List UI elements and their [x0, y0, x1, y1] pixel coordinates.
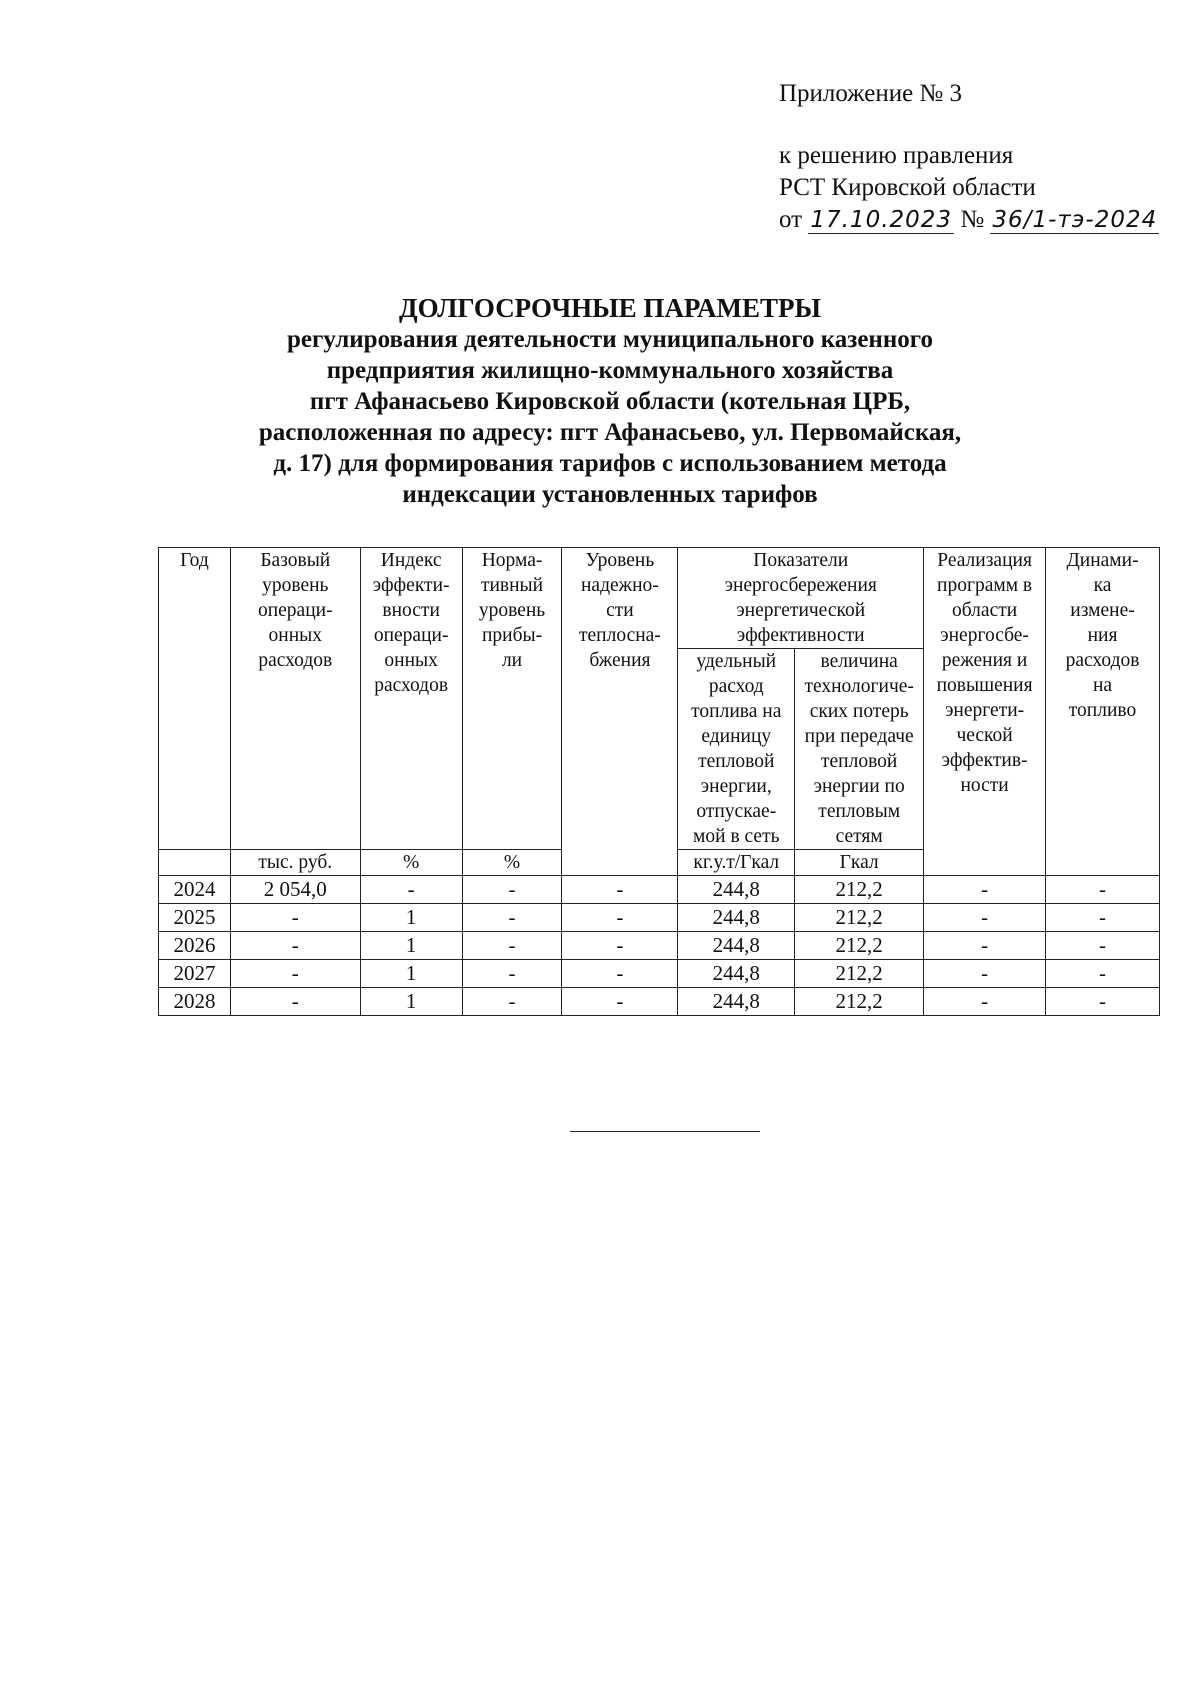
cell-dynamics: -	[1046, 876, 1160, 904]
cell-programs: -	[924, 904, 1046, 932]
table-row	[159, 960, 1160, 988]
title-line-2: предприятия жилищно-коммунального хозяйства	[326, 357, 894, 384]
cell-losses: 212,2	[795, 988, 924, 1016]
header-energy-group: Показатели энергосбережения энергетической эффективности	[678, 548, 924, 649]
table-row	[159, 876, 1160, 904]
header-losses: величина технологиче- ских потерь при передаче тепловой энергии по тепловым сетям	[795, 649, 924, 850]
cell-base: 2 054,0	[230, 876, 360, 904]
title-line-1: регулирования деятельности муниципального казенного	[287, 326, 933, 353]
parameters-table	[158, 547, 1160, 1016]
cell-base: -	[230, 988, 360, 1016]
header-fuel-rate: удельный расход топлива на единицу тепловой энергии, отпускае- мой в сеть	[678, 649, 795, 850]
cell-dynamics: -	[1046, 960, 1160, 988]
header-fuel-dynamics: Динами- ка измене- ния расходов на топливо	[1046, 548, 1160, 876]
cell-index: 1	[360, 988, 462, 1016]
cell-programs: -	[924, 932, 1046, 960]
closing-separator-line	[570, 1131, 760, 1132]
cell-year: 2028	[159, 988, 231, 1016]
cell-index: 1	[360, 960, 462, 988]
cell-index: 1	[360, 904, 462, 932]
cell-programs: -	[924, 988, 1046, 1016]
unit-norm-profit: %	[462, 850, 562, 876]
unit-efficiency-index: %	[360, 850, 462, 876]
title-line-3: пгт Афанасьево Кировской области (котельная ЦРБ,	[309, 388, 911, 415]
cell-reliability: -	[562, 960, 678, 988]
cell-dynamics: -	[1046, 988, 1160, 1016]
cell-programs: -	[924, 876, 1046, 904]
document-title	[140, 293, 1080, 510]
cell-index: -	[360, 876, 462, 904]
cell-reliability: -	[562, 904, 678, 932]
cell-fuel: 244,8	[678, 988, 795, 1016]
cell-reliability: -	[562, 932, 678, 960]
from-label: от	[779, 206, 803, 233]
cell-losses: 212,2	[795, 960, 924, 988]
title-line-4: расположенная по адресу: пгт Афанасьево, ул. Первомайская,	[258, 419, 962, 446]
unit-year	[159, 850, 231, 876]
cell-losses: 212,2	[795, 876, 924, 904]
cell-dynamics: -	[1046, 932, 1160, 960]
header-base-level: Базовый уровень операци- онных расходов	[230, 548, 360, 850]
header-efficiency-index: Индекс эффекти- вности операци- онных расходов	[360, 548, 462, 850]
title-main: ДОЛГОСРОЧНЫЕ ПАРАМЕТРЫ	[399, 293, 821, 323]
unit-fuel-rate: кг.у.т/Гкал	[678, 850, 795, 876]
decision-number: 36/1-тэ-2024	[992, 207, 1158, 233]
cell-profit: -	[462, 932, 562, 960]
cell-dynamics: -	[1046, 904, 1160, 932]
cell-reliability: -	[562, 988, 678, 1016]
appendix-line-2: РСТ Кировской области	[779, 174, 1036, 201]
cell-year: 2025	[159, 904, 231, 932]
appendix-line-1: к решению правления	[779, 142, 1014, 169]
cell-profit: -	[462, 960, 562, 988]
table-row	[159, 904, 1160, 932]
header-norm-profit: Норма- тивный уровень прибы- ли	[462, 548, 562, 850]
appendix-number: Приложение № 3	[779, 80, 963, 107]
cell-fuel: 244,8	[678, 960, 795, 988]
cell-fuel: 244,8	[678, 932, 795, 960]
title-line-5: д. 17) для формирования тарифов с использованием метода	[273, 450, 947, 477]
number-label: №	[960, 206, 985, 233]
cell-fuel: 244,8	[678, 904, 795, 932]
appendix-block	[779, 78, 1159, 236]
header-row-1	[159, 548, 1160, 649]
cell-profit: -	[462, 876, 562, 904]
cell-losses: 212,2	[795, 904, 924, 932]
cell-year: 2024	[159, 876, 231, 904]
cell-base: -	[230, 960, 360, 988]
cell-index: 1	[360, 932, 462, 960]
title-line-6: индексации установленных тарифов	[402, 481, 818, 508]
cell-year: 2027	[159, 960, 231, 988]
appendix-date-line	[779, 204, 1159, 236]
cell-base: -	[230, 904, 360, 932]
cell-fuel: 244,8	[678, 876, 795, 904]
unit-losses: Гкал	[795, 850, 924, 876]
table-row	[159, 988, 1160, 1016]
cell-programs: -	[924, 960, 1046, 988]
decision-date: 17.10.2023	[810, 207, 953, 233]
header-year: Год	[159, 548, 231, 850]
table-row	[159, 932, 1160, 960]
cell-profit: -	[462, 904, 562, 932]
unit-base-level: тыс. руб.	[230, 850, 360, 876]
cell-losses: 212,2	[795, 932, 924, 960]
cell-profit: -	[462, 988, 562, 1016]
header-programs: Реализация программ в области энергосбе- режения и повышения энергети- ческой эффектив- ности	[924, 548, 1046, 876]
header-reliability: Уровень надежно- сти теплосна- бжения	[562, 548, 678, 876]
cell-reliability: -	[562, 876, 678, 904]
cell-year: 2026	[159, 932, 231, 960]
cell-base: -	[230, 932, 360, 960]
